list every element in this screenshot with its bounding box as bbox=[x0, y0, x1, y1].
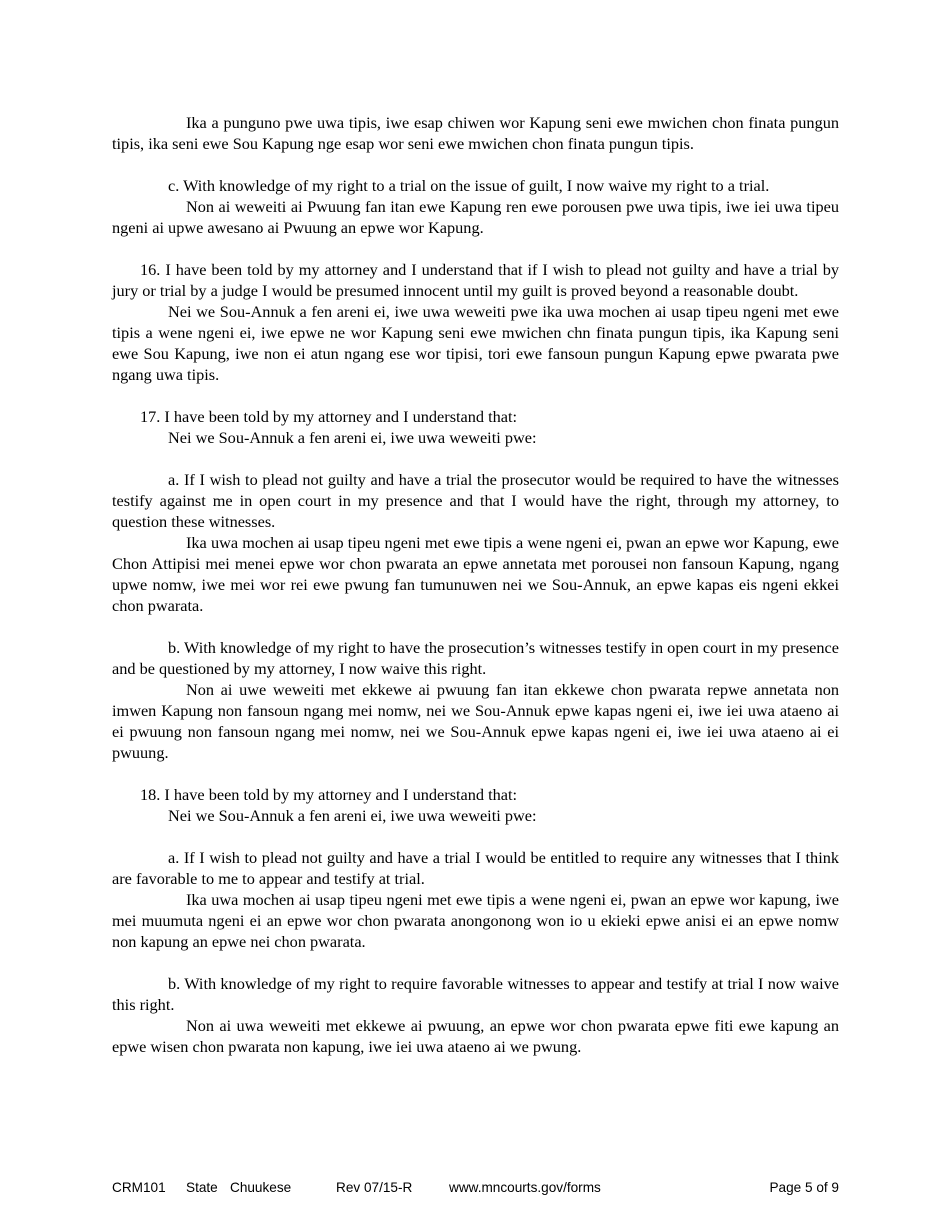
paragraph-17: 17. I have been told by my attorney and I understand that: bbox=[140, 407, 518, 426]
paragraph-18: 18. I have been told by my attorney and I understand that: bbox=[140, 785, 518, 804]
paragraph-18a: a. If I wish to plead not guilty and have a trial I would be entitled to require any witnesses that I think are favorable to me to appear and testify at trial. bbox=[112, 848, 839, 888]
paragraph-chuukese: Ika a punguno pwe uwa tipis, iwe esap chiwen wor Kapung seni ewe mwichen chon finata pungun tipis, ika seni ewe Sou Kapung nge esap wor seni ewe mwichen chon finata pungun tipis. bbox=[112, 113, 839, 153]
paragraph-chuukese: Non ai uwe weweiti met ekkewe ai pwuung fan itan ekkewe chon pwarata repwe annetata non imwen Kapung non fansoun ngang mei nomw, nei we Sou-Annuk epwe kapas ngeni ei, iwe iei uwa ataeno ai ei pwuung non fansoun ngang mei nomw, nei we Sou-Annuk epwe kapas ngeni ei, iwe iei uwa ataeno ai ei pwuung. bbox=[112, 680, 839, 762]
footer-url: www.mncourts.gov/forms bbox=[449, 1180, 601, 1195]
footer-state: State bbox=[186, 1180, 218, 1195]
footer-page-number: Page 5 of 9 bbox=[769, 1180, 839, 1195]
paragraph-18b: b. With knowledge of my right to require favorable witnesses to appear and testify at trial I now waive this right. bbox=[112, 974, 839, 1014]
footer-revision: Rev 07/15-R bbox=[336, 1180, 413, 1195]
paragraph-17b: b. With knowledge of my right to have the prosecution’s witnesses testify in open court in my presence and be questioned by my attorney, I now waive this right. bbox=[112, 638, 839, 678]
paragraph-chuukese: Nei we Sou-Annuk a fen areni ei, iwe uwa weweiti pwe ika uwa mochen ai usap tipeu ngeni met ewe tipis a wene ngeni ei, iwe epwe ne wor Kapung seni ewe mwichen chn finata pungun tipis, ika Kapung seni ewe Sou Kapung, iwe non ei atun ngang ese wor tipisi, tori ewe fansoun pungun Kapung epwe pwarata pwe ngang uwa tipis. bbox=[112, 302, 839, 384]
paragraph-chuukese: Nei we Sou-Annuk a fen areni ei, iwe uwa weweiti pwe: bbox=[168, 806, 537, 825]
paragraph-chuukese: Non ai uwa weweiti met ekkewe ai pwuung, an epwe wor chon pwarata epwe fiti ewe kapung an epwe wisen chon pwarata non kapung, iwe iei uwa ataeno ai we pwung. bbox=[112, 1016, 839, 1056]
paragraph-15c: c. With knowledge of my right to a trial on the issue of guilt, I now waive my right to a trial. bbox=[168, 176, 770, 195]
paragraph-17a: a. If I wish to plead not guilty and have a trial the prosecutor would be required to have the witnesses testify against me in open court in my presence and that I would have the right, through my attorney, to question these witnesses. bbox=[112, 470, 839, 531]
footer-form-id: CRM101 bbox=[112, 1180, 166, 1195]
footer-language: Chuukese bbox=[230, 1180, 292, 1195]
document-body bbox=[112, 112, 839, 1057]
page-footer bbox=[112, 1180, 839, 1198]
paragraph-16: 16. I have been told by my attorney and I understand that if I wish to plead not guilty and have a trial by jury or trial by a judge I would be presumed innocent until my guilt is proved beyond a reasonable doubt. bbox=[112, 260, 839, 300]
paragraph-chuukese: Nei we Sou-Annuk a fen areni ei, iwe uwa weweiti pwe: bbox=[168, 428, 537, 447]
paragraph-chuukese: Ika uwa mochen ai usap tipeu ngeni met ewe tipis a wene ngeni ei, pwan an epwe wor Kapung, ewe Chon Attipisi mei menei epwe wor chon pwarata an epwe annetata met porousei non fansoun Kapung, ngang upwe nomw, iwe mei wor rei ewe pwung fan tumunuwen nei we Sou-Annuk, an epwe kapas eis ngeni ekkei chon pwarata. bbox=[112, 533, 839, 615]
paragraph-chuukese: Ika uwa mochen ai usap tipeu ngeni met ewe tipis a wene ngeni ei, pwan an epwe wor kapung, iwe mei muumuta ngeni ei an epwe wor chon pwarata anongonong won io u ekieki epwe anisi ei an epwe nomw non kapung an epwe nei chon pwarata. bbox=[112, 890, 839, 951]
paragraph-chuukese: Non ai weweiti ai Pwuung fan itan ewe Kapung ren ewe porousen pwe uwa tipis, iwe iei uwa tipeu ngeni ai upwe awesano ai Pwuung an epwe wor Kapung. bbox=[112, 197, 839, 237]
